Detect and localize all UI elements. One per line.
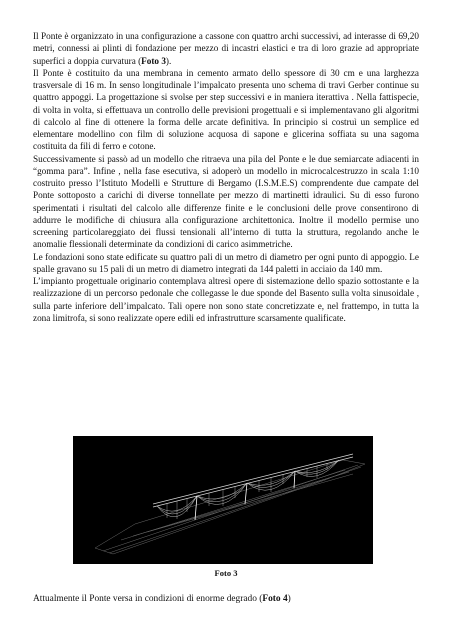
- paragraph-1-end: ).: [165, 55, 172, 66]
- photo-4-reference: Foto 4: [262, 594, 288, 604]
- final-paragraph-end: ): [287, 594, 291, 604]
- document-body: [33, 30, 419, 324]
- bridge-wireframe-image: [73, 436, 373, 564]
- photo-3-reference: Foto 3: [141, 55, 166, 66]
- paragraph-4: Le fondazioni sono state edificate su quattro pali di un metro di diametro per ogni punto di appoggio. Le spalle gravano su 15 pali di un metro di diametro integrati da 144 paletti in acciaio da 140 mm.: [33, 251, 419, 274]
- final-paragraph: [33, 593, 419, 605]
- paragraph-3: Successivamente si passò ad un modello che ritraeva una pila del Ponte e le due semiarcate adiacenti in “gomma para”. Infine , nella fase esecutiva, si adoperò un modello in microcalcestruzzo in scala 1:10 costruito presso l’Istituto Modelli e Strutture di Bergamo (I.S.M.E.S) comprendente due campate del Ponte sottoposto a carichi di diverse tonnellate per mezzo di martinetti idraulici. Su di esso furono sperimentati i risultati del calcolo alle differenze finite e le conclusioni delle prove consentirono di addurre le modifiche di chiusura alla configurazione architettonica. Inoltre il modello permise uno screening particolareggiato dei flussi tensionali all’interno di tutta la struttura, regolando anche le anomalie flessionali determinate da condizioni di carico asimmetriche.: [33, 153, 419, 250]
- paragraph-5: L’impianto progettuale originario contemplava altresì opere di sistemazione dello spazio sottostante e la realizzazione di un percorso pedonale che collegasse le due sponde del Basento sulla volta sinusoidale , sulla parte inferiore dell’impalcato. Tali opere non sono state concretizzate e, nel frattempo, in tutta la zona limitrofa, si sono realizzate opere edili ed infrastrutture scarsamente qualificate.: [33, 276, 419, 323]
- paragraph-1: [33, 30, 419, 67]
- bridge-wireframe-photo: [73, 436, 373, 564]
- final-paragraph-text: Attualmente il Ponte versa in condizioni di enorme degrado (: [33, 594, 263, 604]
- figure-caption: Foto 3: [214, 568, 238, 578]
- paragraph-1-text: Il Ponte è organizzato in una configurazione a cassone con quattro archi successivi, ad interasse di 69,20 metri, connessi ai plinti di fondazione per mezzo di incastri elastici e tra di loro grazie ad appropriate superfici a doppia curvatura (: [33, 31, 419, 66]
- paragraph-2: Il Ponte è costituito da una membrana in cemento armato dello spessore di 30 cm e una larghezza trasversale di 16 m. In senso longitudinale l’impalcato presenta uno schema di travi Gerber continue su quattro appoggi. La progettazione si svolse per step successivi e in maniera iterattiva . Nella fattispecie, di volta in volta, si effettuava un controllo delle previsioni progettuali e si implementavano gli algoritmi di calcolo al fine di ottenere la forma delle arcate definitiva. In principio si costruì un semplice ed elementare modellino con film di soluzione acquosa di sapone e glicerina soffiata su una sagoma costituita da fili di ferro e cotone.: [33, 67, 419, 152]
